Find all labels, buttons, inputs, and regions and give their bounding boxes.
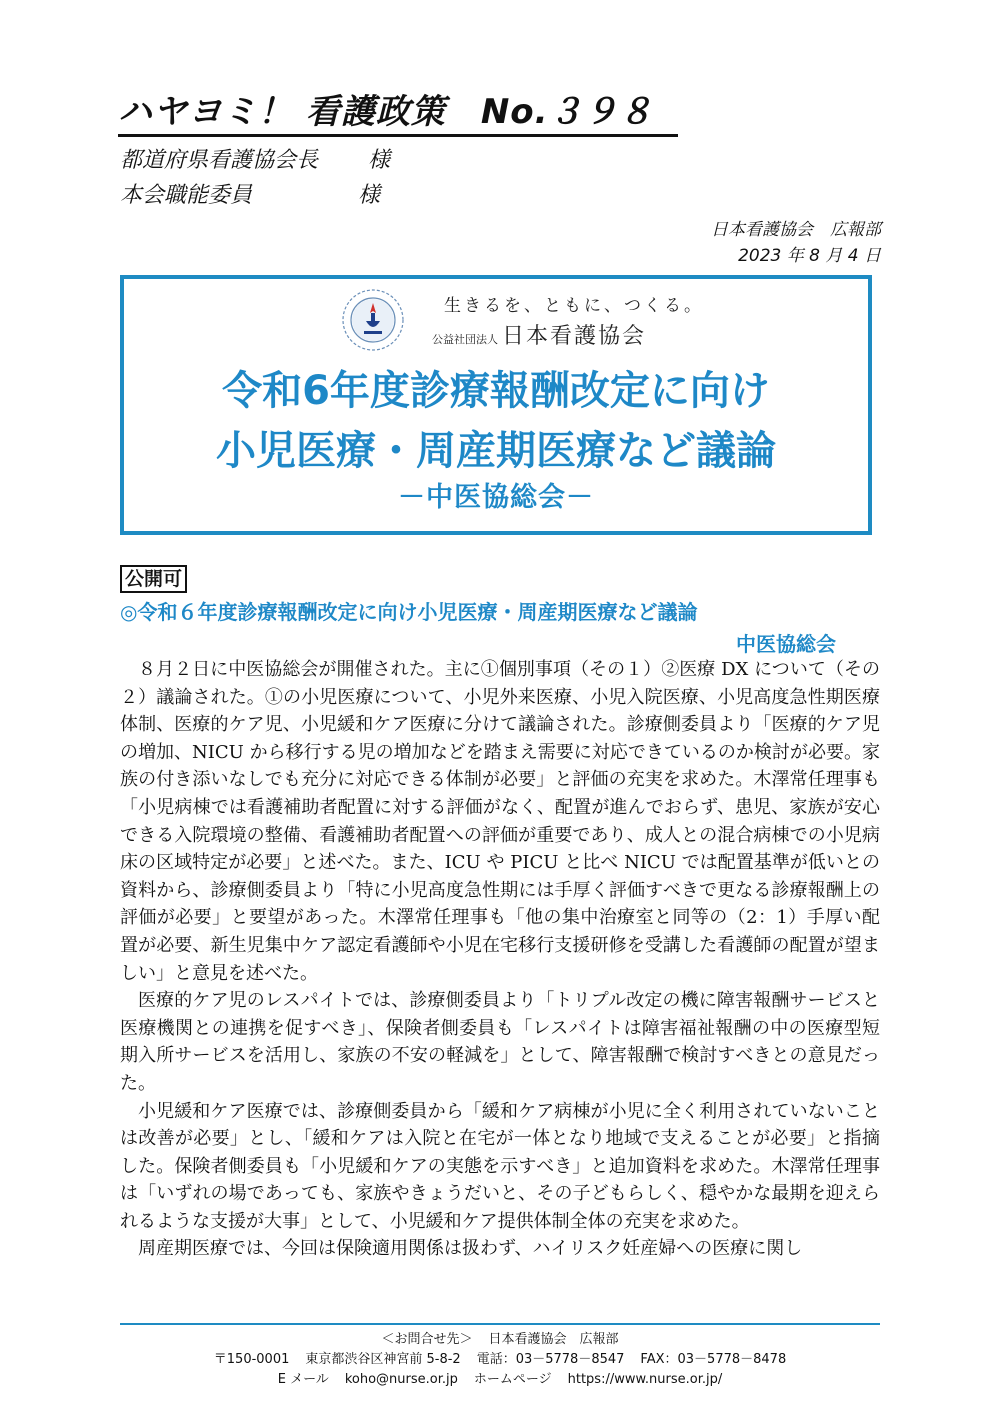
article-title: ◎令和６年度診療報酬改定に向け小児医療・周産期医療など議論 xyxy=(120,600,698,624)
article-subtitle: 中医協総会 xyxy=(736,632,836,656)
headline-banner xyxy=(120,275,872,535)
sender: 日本看護協会 広報部 xyxy=(711,220,881,240)
paragraph: 周産期医療では、今回は保険適用関係は扱わず、ハイリスク妊産婦への医療に関し xyxy=(138,1238,803,1260)
footer-contact-line xyxy=(120,1328,880,1347)
recipient-1: 都道府県看護協会長 xyxy=(120,148,319,173)
paragraph: 小児緩和ケア医療では、診療側委員から「緩和ケア病棟が小児に全く利用されていないことは改善が必要」とし、「緩和ケアは入院と在宅が一体となり地域で支えることが必要」と指摘した。保険者側委員も「小児緩和ケアの実態を示すべき」と追加資料を求めた。木澤常任理事は「いずれの場であっても、家族やきょうだいと、その子どもらしく、穏やかな最期を迎えられるような支援が大事」として、小児緩和ケア提供体制全体の充実を求めた。 xyxy=(120,1100,880,1232)
footer-address-line xyxy=(120,1348,880,1367)
recipient-1-suffix: 様 xyxy=(368,148,391,173)
headline-line-3: －中医協総会－ xyxy=(398,482,594,513)
association-emblem-icon xyxy=(340,287,406,353)
issue-date: 2023 年 8 月 4 日 xyxy=(738,246,881,266)
phone: 電話：03－5778－8547 xyxy=(476,1352,625,1367)
footer-divider xyxy=(120,1323,880,1325)
contact-org: 日本看護協会 広報部 xyxy=(488,1332,619,1347)
org-name-text: 日本看護協会 xyxy=(502,324,647,349)
email-link[interactable]: koho@nurse.or.jp xyxy=(344,1372,458,1387)
recipient-2-suffix: 様 xyxy=(358,183,381,208)
newsletter-title: ハヤヨミ！ 看護政策 No.３９８ xyxy=(118,92,678,137)
recipient-line-1 xyxy=(120,147,391,175)
article-body xyxy=(120,656,880,1263)
org-name xyxy=(432,319,646,350)
address: 東京都渋谷区神宮前 5-8-2 xyxy=(305,1352,461,1367)
recipient-2: 本会職能委員 xyxy=(120,183,253,208)
email-label: E メール xyxy=(277,1372,329,1387)
postal-code: 〒150-0001 xyxy=(213,1352,290,1367)
contact-label: ＜お問合せ先＞ xyxy=(381,1332,473,1347)
tagline: 生きるを、ともに、つくる。 xyxy=(444,296,704,316)
headline-line-1: 令和6年度診療報酬改定に向け xyxy=(222,368,770,414)
paragraph: ８月２日に中医協総会が開催された。主に①個別事項（その１）②医療 DX について（その２）議論された。①の小児医療について、小児外来医療、小児入院医療、小児高度急性期医療体制、医療的ケア児、小児緩和ケア医療に分けて議論された。診療側委員より「医療的ケア児の増加、NICU から移行する児の増加などを踏まえ需要に対応できているのか検討が必要。家族の付き添いなしでも充分に対応できる体制が必要」と評価の充実を求めた。木澤常任理事も「小児病棟では看護補助者配置に対する評価がなく、配置が進んでおらず、患児、家族が安心できる入院環境の整備、看護補助者配置への評価が重要であり、成人との混合病棟での小児病床の区域特定が必要」と述べた。また、ICU や PICU と比べ NICU では配置基準が低いとの資料から、診療側委員より「特に小児高度急性期には手厚く評価すべきで更なる診療報酬上の評価が必要」と要望があった。木澤常任理事も「他の集中治療室と同等の（2：1）手厚い配置が必要、新生児集中ケア認定看護師や小児在宅移行支援研修を受講した看護師の配置が望ましい」と意見を述べた。 xyxy=(120,659,880,984)
org-prefix: 公益社団法人 xyxy=(432,333,498,346)
recipient-line-2 xyxy=(120,182,381,210)
homepage-link[interactable]: https://www.nurse.or.jp/ xyxy=(567,1372,723,1387)
fax: FAX：03－5778－8478 xyxy=(640,1352,787,1367)
headline-line-2: 小児医療・周産期医療など議論 xyxy=(216,428,776,474)
paragraph: 医療的ケア児のレスパイトでは、診療側委員より「トリプル改定の機に障害報酬サービスと医療機関との連携を促すべき」、保険者側委員も「レスパイトは障害福祉報酬の中の医療型短期入所サービスを活用し、家族の不安の軽減を」として、障害報酬で検討すべきとの意見だった。 xyxy=(120,990,880,1094)
public-label: 公開可 xyxy=(120,565,187,593)
footer-web-line xyxy=(120,1368,880,1387)
homepage-label: ホームページ xyxy=(473,1372,552,1387)
